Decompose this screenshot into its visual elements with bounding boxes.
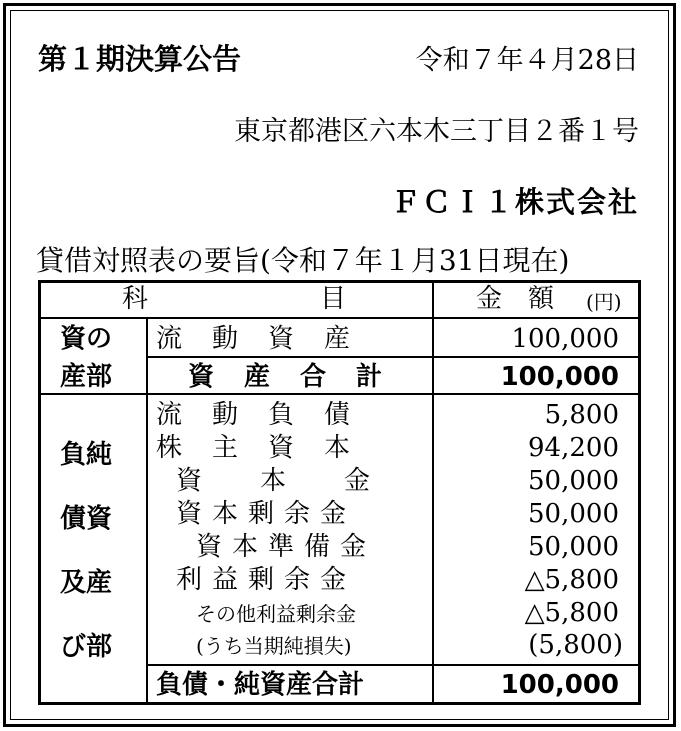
row-value-current-liabilities: 5,800	[544, 400, 619, 430]
row-label-current-assets: 流 動 資 産	[156, 324, 353, 354]
company-address: 東京都港区六本木三丁目２番１号	[234, 116, 639, 147]
assets-section-label-1: 資の	[60, 324, 113, 354]
row-label-legal-capital-surplus: 資本準備金	[196, 532, 377, 562]
row-value-capital-surplus: 50,000	[528, 499, 619, 529]
section-separator	[38, 393, 641, 395]
row-value-net-loss: (5,800)	[528, 630, 623, 660]
row-label-shareholders-equity: 株 主 資 本	[156, 433, 353, 463]
company-name: ＦＣＩ１株式会社	[390, 185, 639, 219]
row-label-total-liab-net-assets: 負債・純資産合計	[156, 670, 365, 700]
col-header-unit: (円)	[586, 290, 622, 314]
row-label-current-liabilities: 流 動 負 債	[156, 400, 353, 430]
notice-title: 第１期決算公告	[38, 42, 242, 76]
row-value-shareholders-equity: 94,200	[528, 433, 619, 463]
liab-section-label-2: 債資	[60, 504, 113, 534]
section-column-divider	[146, 317, 148, 705]
table-border-bottom	[38, 702, 641, 705]
row-label-capital-stock: 資 本 金	[176, 466, 373, 496]
table-border-right	[638, 280, 641, 705]
notice-date: 令和７年４月28日	[415, 45, 639, 76]
row-label-total-assets: 資 産 合 計	[188, 362, 385, 392]
row-value-retained-earnings: △5,800	[524, 565, 619, 595]
row-value-capital-stock: 50,000	[528, 466, 619, 496]
liab-section-label-3: 及産	[60, 568, 113, 598]
col-header-item-1: 科	[122, 284, 149, 314]
row-value-other-retained-earnings: △5,800	[524, 598, 619, 628]
assets-section-label-2: 産部	[60, 362, 113, 392]
row-label-capital-surplus: 資本剰余金	[176, 499, 357, 529]
row-value-total-liab-net-assets: 100,000	[500, 670, 619, 700]
asset-total-separator	[146, 356, 641, 358]
row-value-legal-capital-surplus: 50,000	[528, 532, 619, 562]
balance-sheet-title: 貸借対照表の要旨(令和７年１月31日現在)	[36, 244, 570, 277]
row-label-net-loss: (うち当期純損失)	[196, 634, 352, 658]
amount-column-divider	[432, 280, 434, 705]
col-header-amount: 金 額	[476, 284, 555, 314]
row-label-retained-earnings: 利益剰余金	[176, 565, 357, 595]
row-value-current-assets: 100,000	[511, 324, 619, 354]
balance-sheet-table	[38, 280, 641, 705]
header-separator	[38, 317, 641, 319]
liab-section-label-1: 負純	[60, 440, 113, 470]
row-value-total-assets: 100,000	[500, 362, 619, 392]
liab-total-separator	[146, 664, 641, 666]
row-label-other-retained-earnings: その他利益剰余金	[196, 602, 356, 626]
col-header-item-2: 目	[320, 284, 347, 314]
table-border-top	[38, 280, 641, 283]
table-border-left	[38, 280, 41, 705]
liab-section-label-4: び部	[60, 632, 113, 662]
